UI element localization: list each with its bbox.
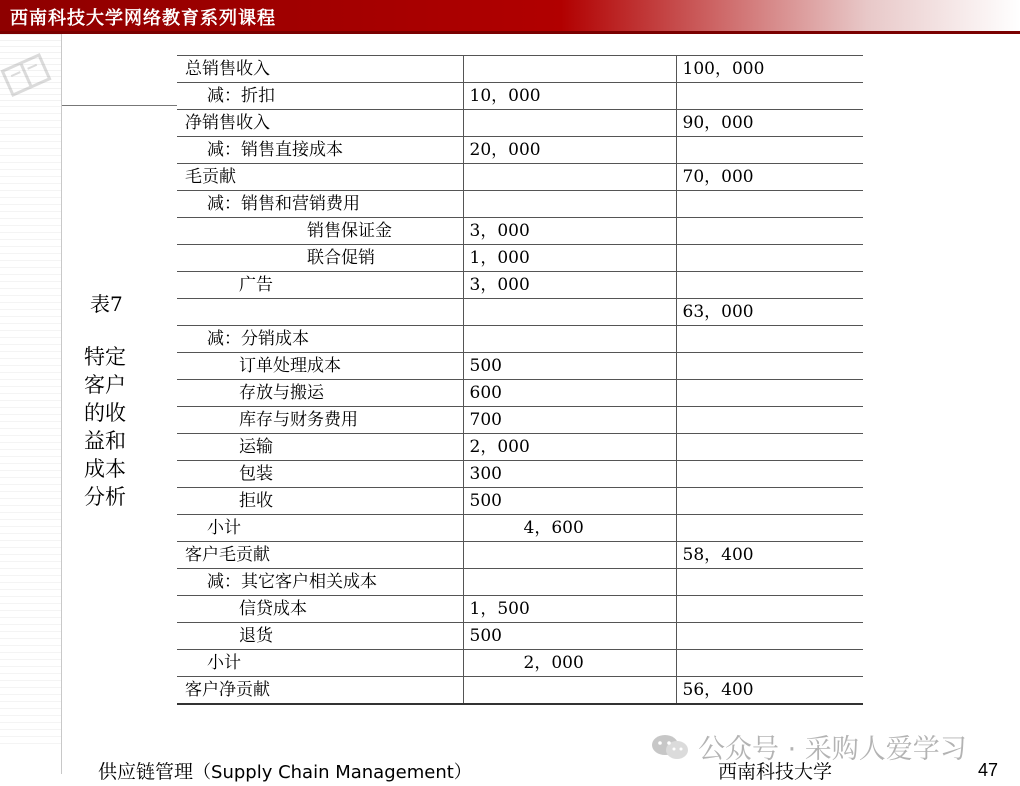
row-total-amount	[676, 434, 863, 461]
row-detail-amount: 1，000	[463, 245, 676, 272]
row-label: 库存与财务费用	[177, 407, 463, 434]
row-label: 包装	[177, 461, 463, 488]
row-total-amount: 56，400	[676, 677, 863, 705]
table-row	[177, 83, 863, 110]
row-label: 销售保证金	[177, 218, 463, 245]
row-detail-amount	[463, 326, 676, 353]
row-detail-amount: 300	[463, 461, 676, 488]
table-row	[177, 191, 863, 218]
left-divider	[61, 34, 62, 774]
row-total-amount	[676, 596, 863, 623]
row-label: 订单处理成本	[177, 353, 463, 380]
row-total-amount	[676, 326, 863, 353]
row-detail-amount	[463, 542, 676, 569]
row-label: 减：销售直接成本	[177, 137, 463, 164]
table-body	[177, 56, 863, 705]
row-total-amount	[676, 488, 863, 515]
row-detail-amount: 2，000	[463, 650, 676, 677]
row-label: 减：折扣	[177, 83, 463, 110]
description-line: 分析	[84, 485, 126, 509]
table-row	[177, 326, 863, 353]
row-total-amount	[676, 515, 863, 542]
row-label: 广告	[177, 272, 463, 299]
header-underline	[0, 31, 1020, 34]
row-detail-amount: 3，000	[463, 272, 676, 299]
row-label: 存放与搬运	[177, 380, 463, 407]
row-label: 减：其它客户相关成本	[177, 569, 463, 596]
table-row	[177, 488, 863, 515]
row-label: 减：分销成本	[177, 326, 463, 353]
table-row	[177, 407, 863, 434]
row-total-amount: 58，400	[676, 542, 863, 569]
footer-course-cn: 供应链管理	[98, 761, 194, 783]
table-row	[177, 110, 863, 137]
row-label: 小计	[177, 515, 463, 542]
row-label: 减：销售和营销费用	[177, 191, 463, 218]
description-line: 的收	[84, 401, 126, 425]
left-rule	[62, 105, 177, 106]
table-row	[177, 677, 863, 705]
table-row	[177, 164, 863, 191]
row-label	[177, 299, 463, 326]
row-label: 退货	[177, 623, 463, 650]
row-label: 小计	[177, 650, 463, 677]
watermark-text: 公众号 · 采购人爱学习	[698, 734, 967, 765]
table-row	[177, 218, 863, 245]
table-caption: 表7	[90, 292, 123, 316]
footer-university: 西南科技大学	[718, 761, 833, 783]
row-total-amount	[676, 650, 863, 677]
header-bar	[0, 0, 1020, 31]
row-detail-amount: 500	[463, 353, 676, 380]
row-total-amount: 63，000	[676, 299, 863, 326]
row-label: 毛贡献	[177, 164, 463, 191]
row-label: 运输	[177, 434, 463, 461]
row-total-amount	[676, 218, 863, 245]
table-row	[177, 650, 863, 677]
description-line: 客户	[84, 373, 126, 397]
row-total-amount	[676, 137, 863, 164]
row-detail-amount: 700	[463, 407, 676, 434]
profit-analysis-table	[177, 55, 863, 705]
row-total-amount	[676, 623, 863, 650]
row-label: 总销售收入	[177, 56, 463, 83]
row-detail-amount	[463, 164, 676, 191]
row-label: 客户净贡献	[177, 677, 463, 705]
description-line: 益和	[84, 429, 126, 453]
description-line: 成本	[84, 457, 126, 481]
decorative-stripes-lower	[0, 106, 62, 746]
course-title: 西南科技大学网络教育系列课程	[10, 8, 276, 29]
row-total-amount: 100，000	[676, 56, 863, 83]
row-detail-amount	[463, 569, 676, 596]
row-detail-amount	[463, 677, 676, 705]
table-row	[177, 623, 863, 650]
description-line: 特定	[84, 345, 126, 369]
row-detail-amount	[463, 191, 676, 218]
row-detail-amount	[463, 56, 676, 83]
wechat-icon	[650, 732, 690, 762]
row-detail-amount	[463, 299, 676, 326]
footer-course-en: （Supply Chain Management）	[193, 762, 472, 783]
page-number: 47	[978, 760, 999, 780]
row-detail-amount: 10，000	[463, 83, 676, 110]
row-total-amount: 70，000	[676, 164, 863, 191]
row-detail-amount: 500	[463, 623, 676, 650]
row-detail-amount: 1，500	[463, 596, 676, 623]
row-detail-amount: 4，600	[463, 515, 676, 542]
row-total-amount	[676, 461, 863, 488]
table-row	[177, 542, 863, 569]
row-total-amount	[676, 569, 863, 596]
row-detail-amount: 3，000	[463, 218, 676, 245]
table-row	[177, 434, 863, 461]
row-total-amount	[676, 353, 863, 380]
table-row	[177, 461, 863, 488]
table-row	[177, 245, 863, 272]
row-total-amount	[676, 191, 863, 218]
row-total-amount	[676, 83, 863, 110]
row-detail-amount: 20，000	[463, 137, 676, 164]
table-row	[177, 515, 863, 542]
table-row	[177, 353, 863, 380]
table-description	[84, 343, 132, 511]
row-label: 联合促销	[177, 245, 463, 272]
row-detail-amount	[463, 110, 676, 137]
row-detail-amount: 2，000	[463, 434, 676, 461]
watermark	[650, 727, 967, 766]
table-row	[177, 569, 863, 596]
row-label: 客户毛贡献	[177, 542, 463, 569]
table-row	[177, 299, 863, 326]
table-row	[177, 380, 863, 407]
row-total-amount	[676, 380, 863, 407]
row-total-amount	[676, 245, 863, 272]
table-row	[177, 596, 863, 623]
row-detail-amount: 600	[463, 380, 676, 407]
row-total-amount	[676, 407, 863, 434]
table-row	[177, 272, 863, 299]
row-label: 拒收	[177, 488, 463, 515]
row-total-amount: 90，000	[676, 110, 863, 137]
row-label: 信贷成本	[177, 596, 463, 623]
row-label: 净销售收入	[177, 110, 463, 137]
footer-course	[98, 757, 472, 784]
row-detail-amount: 500	[463, 488, 676, 515]
table-row	[177, 137, 863, 164]
row-total-amount	[676, 272, 863, 299]
table-row	[177, 56, 863, 83]
